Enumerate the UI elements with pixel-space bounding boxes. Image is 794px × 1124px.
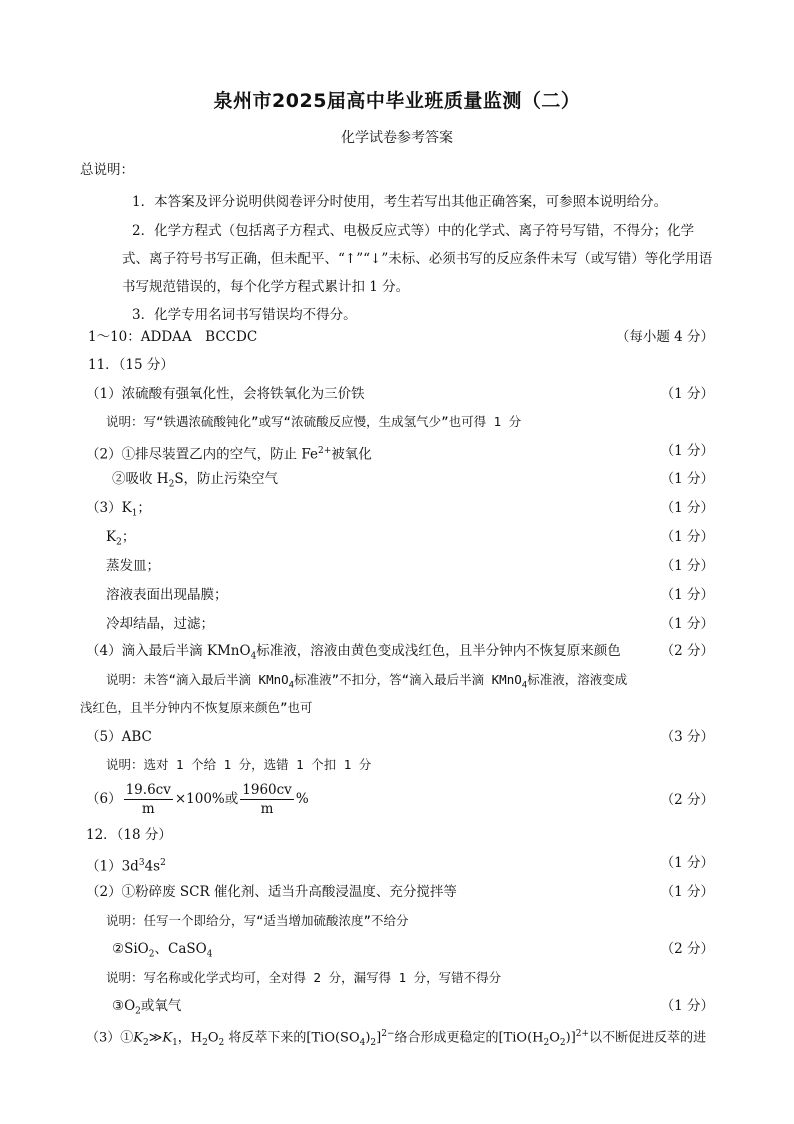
- q11-p3d: 溶液表面出现晶膜；: [106, 587, 228, 603]
- q12-p1-score: （1 分）: [660, 855, 714, 871]
- q12-p2a-note: 说明：任写一个即给分，写“适当增加硫酸浓度”不给分: [106, 913, 409, 928]
- q12-p2b-score: （2 分）: [660, 941, 714, 957]
- page-title: 泉州市2025届高中毕业班质量监测（二）: [213, 90, 581, 112]
- q11-p3b: $K_2$；: [106, 529, 136, 548]
- q12-p2b-note: 说明：写名称或化学式均可，全对得 2 分，漏写得 1 分，写错不得分: [106, 970, 502, 985]
- general-item-3: 3．化学专用名词书写错误均不得分。: [132, 307, 357, 323]
- q11-p1-note: 说明：写“铁遇浓硫酸钝化”或写“浓硫酸反应慢，生成氢气少”也可得 1 分: [106, 414, 522, 429]
- q11-p4: （4）滴入最后半滴 KMnO$_4$标准液，溶液由黄色变成浅红色，且半分钟内不恢复原来颜色: [86, 643, 621, 662]
- q11-p3e: 冷却结晶，过滤；: [106, 616, 214, 632]
- q11-p3e-score: （1 分）: [660, 616, 714, 632]
- general-heading: 总说明：: [80, 162, 134, 178]
- q12-p2a-score: （1 分）: [660, 884, 714, 900]
- q11-p6: （6） $\frac{19.6cv}{m}$ ×100%或 $\frac{1960cv}{m}$ %: [86, 782, 309, 817]
- q12-heading: 12．（18 分）: [86, 827, 172, 843]
- q11-p1: （1）浓硫酸有强氧化性，会将铁氧化为三价铁: [86, 386, 365, 402]
- q11-p2a-score: （1 分）: [660, 443, 714, 459]
- q11-p3b-score: （1 分）: [660, 529, 714, 545]
- q11-p4-note-2: 浅红色，且半分钟内不恢复原来颜色”也可: [80, 700, 313, 715]
- q11-p1-score: （1 分）: [660, 386, 714, 402]
- q11-p6-score: （2 分）: [660, 792, 714, 808]
- general-item-2b: 式、离子符号书写正确，但未配平、“↑”“↓”未标、必须书写的反应条件未写（或写错）等化学用语: [122, 251, 713, 267]
- q11-p2b-score: （1 分）: [660, 471, 714, 487]
- q12-p3: $(3)①K_2≫K_1$，$H_2O_2$ 将反萃下来的$[TiO(SO_4)_2]^{2-}$络合形成更稳定的$[TiO(H_2O_2)]^{2+}$以不断促进反萃的进: [86, 1029, 707, 1048]
- q11-p3c: 蒸发皿；: [106, 558, 160, 574]
- q11-p2a: （2）①排尽装置乙内的空气，防止 $Fe^{2+}$被氧化: [86, 446, 372, 463]
- q11-p5-note: 说明：选对 1 个给 1 分，选错 1 个扣 1 分: [106, 757, 372, 772]
- q11-p2b: ②吸收 $H_2S$，防止污染空气: [112, 471, 279, 490]
- q12-p2b: ②SiO$_2$、CaSO$_4$: [112, 941, 213, 960]
- q12-p1: $(1)3d^34s^2$: [86, 858, 166, 875]
- q11-p3a-score: （1 分）: [660, 500, 714, 516]
- q11-p3d-score: （1 分）: [660, 587, 714, 603]
- mc-answers: 1～10：ADDAA BCCDC: [88, 329, 258, 345]
- page-subtitle: 化学试卷参考答案: [341, 130, 453, 146]
- q11-p3c-score: （1 分）: [660, 558, 714, 574]
- q12-p2a: （2）①粉碎废 SCR 催化剂、适当升高酸浸温度、充分搅拌等: [86, 884, 457, 900]
- fraction-1: $\frac{19.6cv}{m}$: [125, 782, 171, 817]
- q11-p4-note-1: 说明：未答“滴入最后半滴 KMnO$_4$标准液”不扣分，答“滴入最后半滴 KMnO$_4$标准液，溶液变成: [106, 672, 628, 691]
- general-item-1: 1．本答案及评分说明供阅卷评分时使用，考生若写出其他正确答案，可参照本说明给分。: [132, 194, 668, 210]
- mc-score: （每小题 4 分）: [615, 329, 714, 345]
- general-item-2c: 书写规范错误的，每个化学方程式累计扣 1 分。: [122, 279, 410, 295]
- q11-p5: （5）ABC: [86, 729, 152, 745]
- q11-heading: 11．（15 分）: [88, 357, 174, 373]
- q11-p3a: $(3)K_1$；: [86, 500, 151, 519]
- q12-p2c-score: （1 分）: [660, 998, 714, 1014]
- q11-p5-score: （3 分）: [660, 729, 714, 745]
- general-item-2a: 2．化学方程式（包括离子方程式、电极反应式等）中的化学式、离子符号写错，不得分；化学: [132, 223, 695, 239]
- fraction-2: $\frac{1960cv}{m}$: [242, 782, 292, 817]
- q12-p2c: $③O_2$或氧气: [112, 998, 182, 1017]
- q11-p4-score: （2 分）: [660, 643, 714, 659]
